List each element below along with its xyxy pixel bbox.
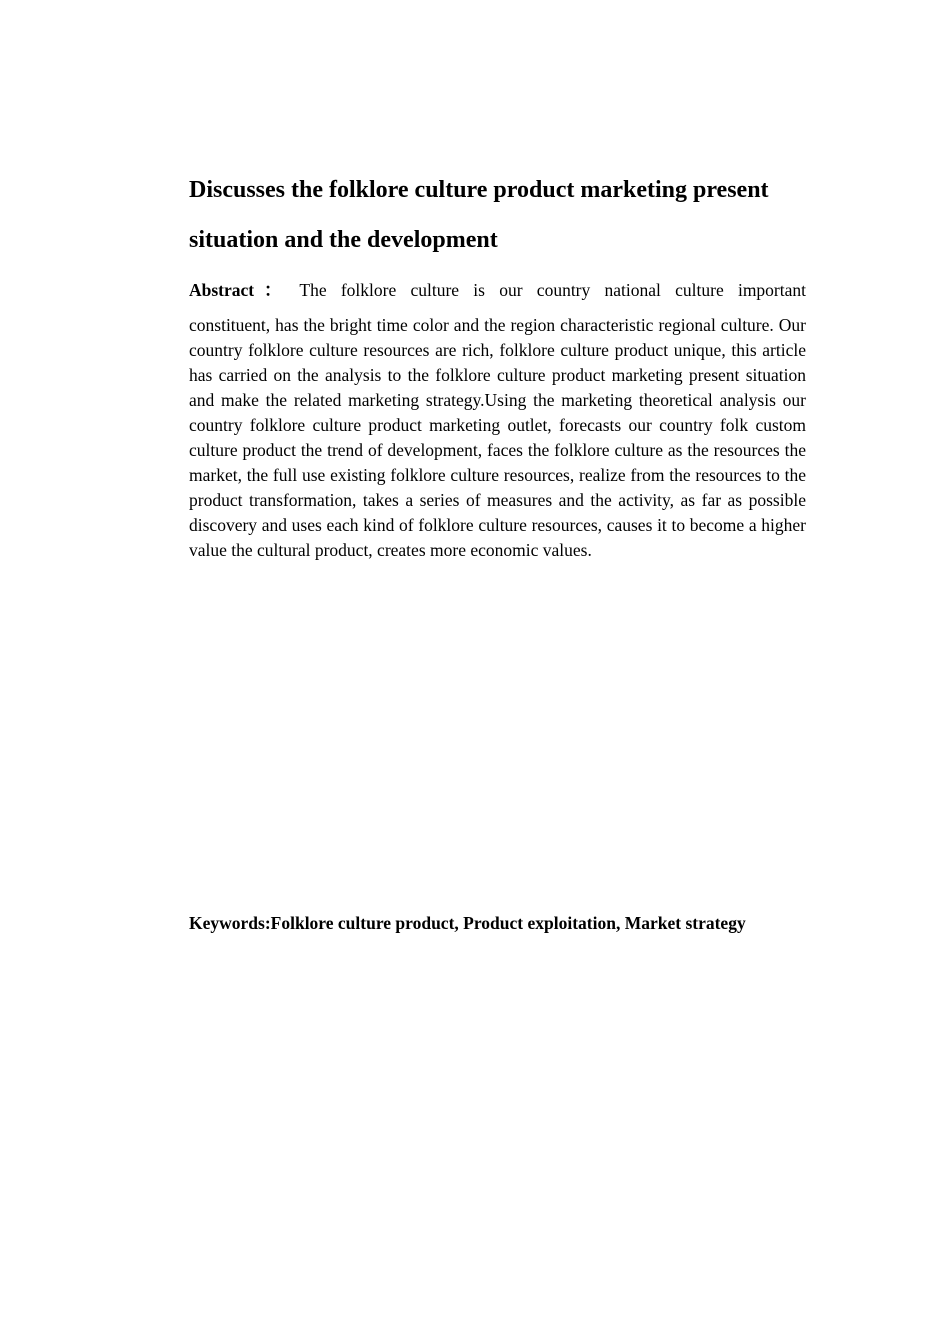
abstract-body: constituent, has the bright time color and the region characteristic regional culture. Our country folklore culture resources are rich, folklore culture product unique, this article has carried on the analysis to the folklore culture product marketing present situation and make the related marketing strategy.Using the marketing theoretical analysis our country folklore culture product marketing outlet, forecasts our country folk custom culture product the trend of development, faces the folklore culture as the resources the market, the full use existing folklore culture resources, realize from the resources to the product transformation, takes a series of measures and the activity, as far as possible discovery and uses each kind of folklore culture resources, causes it to become a higher value the cultural product, creates more economic values.: [189, 315, 806, 560]
document-title: Discusses the folklore culture product marketing present situation and the development: [189, 177, 769, 253]
keywords-line: Keywords:Folklore culture product, Product exploitation, Market strategy: [189, 913, 746, 933]
abstract-first-line: [189, 278, 806, 303]
abstract-first-line-text: The folklore culture is our country national culture important: [299, 280, 806, 300]
abstract-colon: ：: [254, 280, 292, 300]
abstract-section: [189, 278, 806, 563]
abstract-label: Abstract: [189, 280, 255, 300]
